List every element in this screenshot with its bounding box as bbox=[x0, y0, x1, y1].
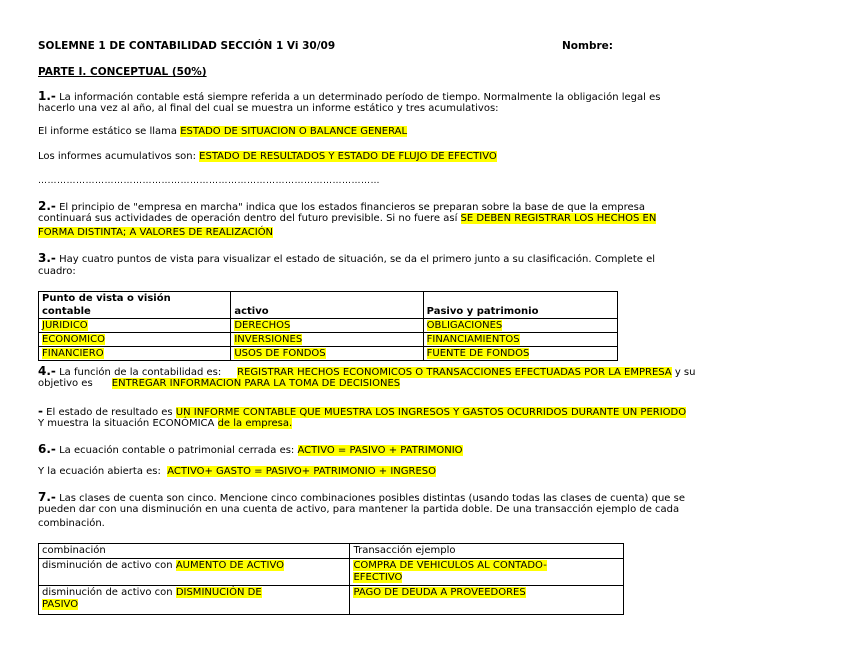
part-heading: PARTE I. CONCEPTUAL (50%) bbox=[38, 66, 207, 78]
q6-line2: Y la ecuación abierta es: ACTIVO+ GASTO = PASIVO+ PATRIMONIO + INGRESO bbox=[38, 466, 436, 477]
q1-line2: hacerlo una vez al año, al final del cual se muestra un informe estático y tres acumulativos: bbox=[38, 103, 499, 114]
combination-table bbox=[38, 543, 624, 615]
table-row: disminución de activo con DISMINUCIÓN DE PASIVO PAGO DE DEUDA A PROVEEDORES bbox=[39, 586, 624, 615]
q5-answer-a: UN INFORME CONTABLE QUE MUESTRA LOS INGRESOS Y GASTOS OCURRIDOS DURANTE UN PERIODO bbox=[175, 407, 687, 418]
q2-answer-a: SE DEBEN REGISTRAR LOS HECHOS EN bbox=[460, 213, 657, 224]
q6-line1: 6.- La ecuación contable o patrimonial cerrada es: ACTIVO = PASIVO + PATRIMONIO bbox=[38, 442, 463, 456]
table-row: Punto de vista o visión bbox=[39, 292, 618, 306]
q2-line2: continuará sus actividades de operación dentro del futuro previsible. Si no fuere así SE DEBEN REGISTRAR LOS HECHOS EN bbox=[38, 213, 657, 224]
q2-line3 bbox=[38, 227, 273, 238]
q3-line2: cuadro: bbox=[38, 266, 76, 277]
name-label: Nombre: bbox=[562, 40, 613, 52]
q1-cumulative: Los informes acumulativos son: ESTADO DE RESULTADOS Y ESTADO DE FLUJO DE EFECTIVO bbox=[38, 151, 497, 162]
q6-answer-b: ACTIVO+ GASTO = PASIVO+ PATRIMONIO + INGRESO bbox=[167, 466, 436, 477]
q4-answer-b: ENTREGAR INFORMACION PARA LA TOMA DE DECISIONES bbox=[111, 378, 401, 389]
q2-line1: 2.- El principio de "empresa en marcha" indica que los estados financieros se preparan sobre la base de que la empresa bbox=[38, 199, 645, 213]
table-row: ECONOMICO INVERSIONES FINANCIAMIENTOS bbox=[39, 333, 618, 347]
q2-answer-b: FORMA DISTINTA; A VALORES DE REALIZACIÓN bbox=[38, 227, 274, 238]
exam-title: SOLEMNE 1 DE CONTABILIDAD SECCIÓN 1 Vi 30/09 bbox=[38, 40, 336, 52]
q7-line1: 7.- Las clases de cuenta son cinco. Mencione cinco combinaciones posibles distintas (usando todas las clases de cuenta) que se bbox=[38, 490, 685, 504]
q5-line2: Y muestra la situación ECONÓMICA de la empresa. bbox=[38, 418, 293, 429]
q4-answer-a: REGISTRAR HECHOS ECONOMICOS O TRANSACCIONES EFECTUADAS POR LA EMPRESA bbox=[237, 367, 672, 378]
q1-static: El informe estático se llama ESTADO DE SITUACION O BALANCE GENERAL bbox=[38, 126, 408, 137]
viewpoint-table bbox=[38, 291, 618, 361]
dotted-line: ……………………………………………………………………………………………… bbox=[38, 176, 380, 186]
table-row: contable activo Pasivo y patrimonio bbox=[39, 305, 618, 319]
q5-line1: - El estado de resultado es UN INFORME CONTABLE QUE MUESTRA LOS INGRESOS Y GASTOS OCURRIDOS DURANTE UN PERIODO bbox=[38, 404, 687, 418]
q7-line2: pueden dar con una disminución en una cuenta de activo, para mantener la partida doble. De una transacción ejemplo de cada bbox=[38, 504, 680, 515]
q1-cum-answer: ESTADO DE RESULTADOS Y ESTADO DE FLUJO DE EFECTIVO bbox=[199, 151, 497, 162]
q5-answer-b: de la empresa. bbox=[217, 418, 293, 429]
table-row: disminución de activo con AUMENTO DE ACTIVO COMPRA DE VEHICULOS AL CONTADO- EFECTIVO bbox=[39, 559, 624, 586]
q4-line1: 4.- La función de la contabilidad es: REGISTRAR HECHOS ECONOMICOS O TRANSACCIONES EFECTUADAS POR LA EMPRESA y su bbox=[38, 364, 696, 378]
q1-static-answer: ESTADO DE SITUACION O BALANCE GENERAL bbox=[180, 126, 408, 137]
table-row: FINANCIERO USOS DE FONDOS FUENTE DE FONDOS bbox=[39, 347, 618, 361]
q7-line3: combinación. bbox=[38, 518, 105, 529]
q6-answer-a: ACTIVO = PASIVO + PATRIMONIO bbox=[297, 445, 463, 456]
q1-line1: 1.- La información contable está siempre referida a un determinado período de tiempo. Normalmente la obligación legal es bbox=[38, 89, 661, 103]
q4-line2: objetivo es ENTREGAR INFORMACION PARA LA TOMA DE DECISIONES bbox=[38, 378, 401, 389]
table-row: JURIDICO DERECHOS OBLIGACIONES bbox=[39, 319, 618, 333]
table-row: combinación Transacción ejemplo bbox=[39, 544, 624, 559]
q3-line1: 3.- Hay cuatro puntos de vista para visualizar el estado de situación, se da el primero junto a su clasificación. Complete el bbox=[38, 251, 655, 265]
